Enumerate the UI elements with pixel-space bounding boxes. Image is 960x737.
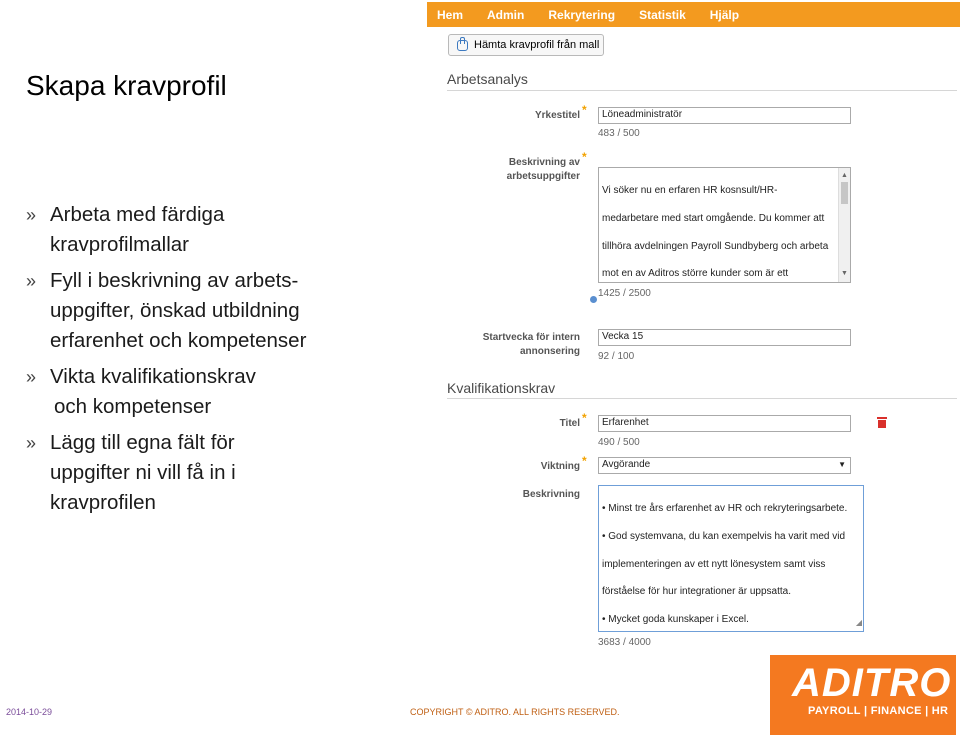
bullet-line: Vikta kvalifikationskrav (50, 365, 256, 388)
nav-item-admin[interactable]: Admin (487, 7, 525, 22)
fetch-template-label: Hämta kravprofil från mall (474, 39, 600, 51)
yrkestitel-input[interactable]: Löneadministratör (598, 107, 851, 124)
bullet-line: Arbeta med färdiga (50, 203, 225, 226)
section-divider (447, 398, 957, 399)
kval-beskrivning-textarea[interactable] (598, 485, 864, 632)
text-line: tillhöra avdelningen Payroll Sundbyberg och arbeta (602, 240, 829, 252)
text-line: Vi söker nu en erfaren HR kosnsult/HR- (602, 184, 778, 196)
titel-label: Titel (559, 418, 580, 429)
bullet-item (26, 266, 416, 356)
footer-date: 2014-10-29 (6, 707, 53, 717)
nav-item-rekrytering[interactable]: Rekrytering (548, 7, 616, 22)
text-line: medarbetare med start omgående. Du kommer att (602, 212, 825, 224)
required-marker: * (582, 411, 587, 425)
slide-title: Skapa kravprofil (26, 70, 227, 101)
bullet-item (26, 362, 416, 392)
bullet-line: och kompetenser (54, 395, 212, 418)
trash-icon[interactable] (877, 417, 887, 428)
viktning-select[interactable] (598, 457, 851, 474)
required-marker: * (582, 103, 587, 117)
resize-handle-icon[interactable]: ◢ (855, 618, 862, 628)
beskrivning-counter: 1425 / 2500 (598, 288, 651, 299)
beskrivning-arbetsuppgifter-textarea[interactable] (598, 167, 851, 283)
help-icon[interactable] (590, 296, 597, 303)
text-line: • Mycket goda kunskaper i Excel. (602, 614, 749, 626)
bullet-item (26, 428, 416, 518)
titel-input[interactable]: Erfarenhet (598, 415, 851, 432)
bullet-mark: » (26, 205, 37, 225)
bullet-line: Fyll i beskrivning av arbets- (50, 269, 299, 292)
nav-item-statistik[interactable]: Statistik (639, 7, 686, 22)
required-marker: * (582, 150, 587, 164)
kval-beskrivning-counter: 3683 / 4000 (598, 637, 651, 648)
yrkestitel-counter: 483 / 500 (598, 128, 640, 139)
scroll-up-icon[interactable]: ▲ (841, 172, 848, 179)
clipboard-icon (457, 40, 468, 51)
logo-brand: ADITRO (792, 661, 952, 705)
text-line: • Minst tre års erfarenhet av HR och rekryteringsarbete. (602, 502, 848, 514)
bullet-item (26, 200, 416, 260)
scroll-down-icon[interactable]: ▼ (841, 270, 848, 278)
bullet-mark: » (26, 433, 37, 453)
startvecka-input[interactable]: Vecka 15 (598, 329, 851, 346)
bullet-line: Lägg till egna fält för (50, 431, 235, 454)
logo-tagline: PAYROLL | FINANCE | HR (808, 705, 949, 717)
text-line: mot en av Aditros större kunder som är ett (602, 268, 789, 280)
bullet-continuation (26, 392, 416, 422)
text-line: förståelse för hur integrationer är uppsatta. (602, 586, 791, 598)
label-line: arbetsuppgifter (506, 171, 580, 182)
bullet-line: uppgifter, önskad utbildning (50, 299, 300, 322)
section-heading-kvalifikationskrav: Kvalifikationskrav (447, 380, 556, 396)
fetch-template-button[interactable] (448, 34, 604, 56)
titel-counter: 490 / 500 (598, 437, 640, 448)
text-line: implementeringen av ett nytt lönesystem samt viss (602, 558, 826, 570)
viktning-value: Avgörande (602, 459, 651, 470)
dropdown-arrow-icon: ▼ (838, 460, 846, 469)
label-line: annonsering (519, 346, 580, 357)
aditro-logo (770, 655, 956, 735)
footer-copyright: COPYRIGHT © ADITRO. ALL RIGHTS RESERVED. (410, 707, 620, 717)
bullet-line: erfarenhet och kompetenser (50, 329, 307, 352)
section-divider (447, 90, 957, 91)
nav-item-hjalp[interactable]: Hjälp (709, 7, 740, 22)
label-line: Beskrivning av (508, 157, 580, 168)
bullet-mark: » (26, 271, 37, 291)
bullet-list (26, 200, 416, 524)
required-marker: * (582, 454, 587, 468)
scroll-thumb[interactable] (841, 182, 848, 204)
bullet-line: uppgifter ni vill få in i (50, 461, 236, 484)
bullet-line: kravprofilmallar (50, 233, 189, 256)
section-heading-arbetsanalys: Arbetsanalys (447, 71, 528, 87)
startvecka-label (460, 331, 580, 359)
label-line: Startvecka för intern (482, 332, 580, 343)
top-nav (427, 2, 960, 27)
viktning-label: Viktning (540, 461, 580, 472)
yrkestitel-label: Yrkestitel (534, 110, 580, 121)
text-line: • God systemvana, du kan exempelvis ha varit med vid (602, 530, 846, 542)
kval-beskrivning-label: Beskrivning (522, 489, 580, 500)
bullet-line: kravprofilen (50, 491, 156, 514)
textarea-scrollbar[interactable] (838, 168, 850, 282)
nav-item-hem[interactable]: Hem (437, 7, 464, 22)
beskrivning-arbetsuppgifter-label (480, 156, 580, 184)
startvecka-counter: 92 / 100 (598, 351, 635, 362)
bullet-mark: » (26, 367, 37, 387)
